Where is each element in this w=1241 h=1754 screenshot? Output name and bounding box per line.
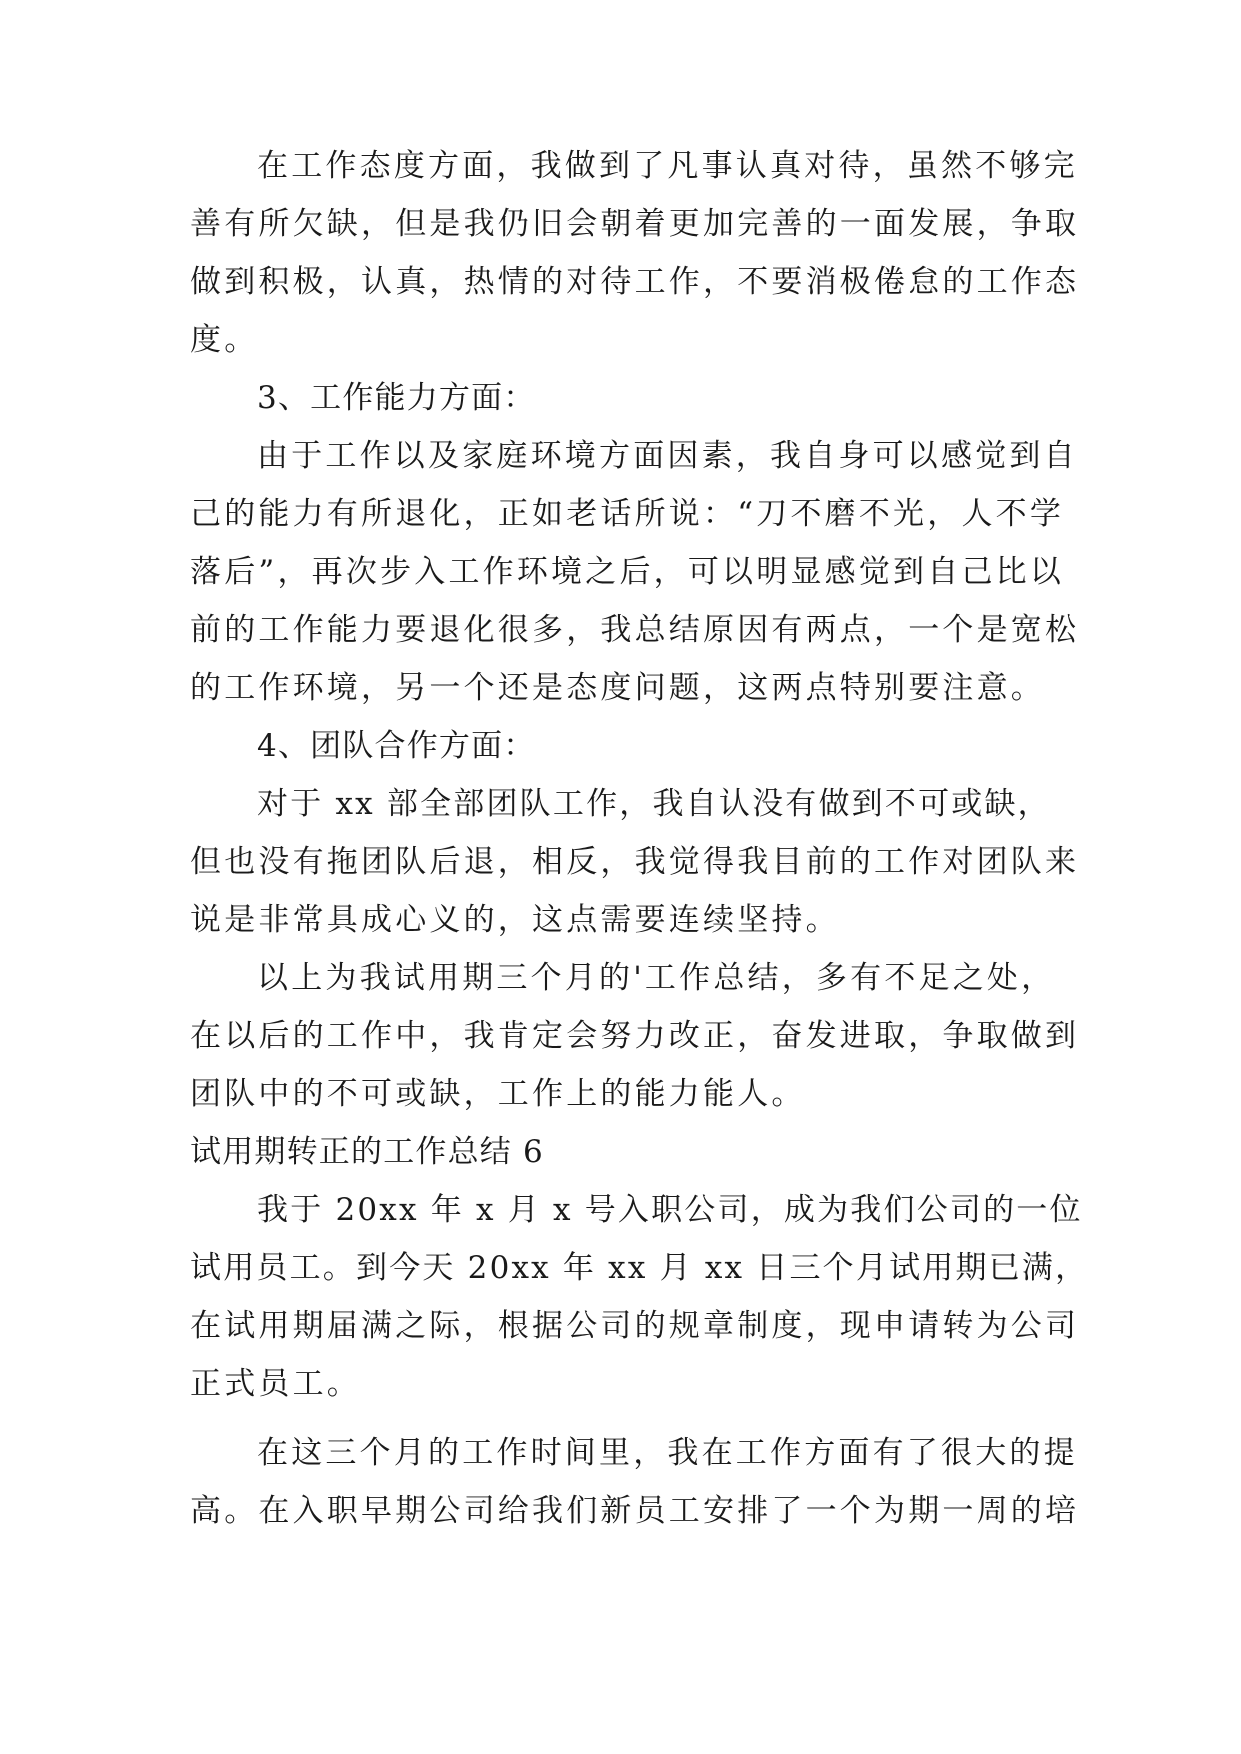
text-line: 的工作环境，另一个还是态度问题，这两点特别要注意。 [190, 670, 1045, 706]
text-line: 对于 xx 部全部团队工作，我自认没有做到不可或缺， [257, 786, 1051, 822]
text-line: 高。在入职早期公司给我们新员工安排了一个为期一周的培 [190, 1493, 1080, 1529]
paragraph-progress [190, 1424, 1080, 1540]
text-line: 在这三个月的工作时间里，我在工作方面有了很大的提 [257, 1435, 1078, 1471]
text-line: 由于工作以及家庭环境方面因素，我自身可以感觉到自 [257, 438, 1078, 474]
text-line: 正式员工。 [190, 1366, 361, 1402]
paragraph-work-attitude [190, 137, 1080, 369]
paragraph-work-ability [190, 427, 1080, 717]
text-line: 但也没有拖团队后退，相反，我觉得我目前的工作对团队来 [190, 844, 1080, 880]
text-line: 以上为我试用期三个月的'工作总结，多有不足之处， [257, 960, 1056, 996]
text-line: 在以后的工作中，我肯定会努力改正，奋发进取，争取做到 [190, 1018, 1080, 1054]
text-line: 说是非常具成心义的，这点需要连续坚持。 [190, 902, 840, 938]
text-line: 在试用期届满之际，根据公司的规章制度，现申请转为公司 [190, 1308, 1080, 1344]
text-line: 在工作态度方面，我做到了凡事认真对待，虽然不够完 [257, 148, 1078, 184]
text-line: 落后”，再次步入工作环境之后，可以明显感觉到自己比以 [190, 554, 1065, 590]
text-line: 度。 [190, 322, 259, 358]
text-line: 试用员工。到今天 20xx 年 xx 月 xx 日三个月试用期已满， [190, 1250, 1089, 1286]
text-line: 我于 20xx 年 x 月 x 号入职公司，成为我们公司的一位 [257, 1192, 1083, 1228]
section-heading-work-ability: 3、工作能力方面： [257, 380, 536, 416]
text-line: 己的能力有所退化，正如老话所说：“刀不磨不光，人不学 [190, 496, 1065, 532]
paragraph-teamwork [190, 775, 1080, 949]
text-line: 善有所欠缺，但是我仍旧会朝着更加完善的一面发展，争取 [190, 206, 1080, 242]
document-page [190, 137, 1089, 1540]
paragraph-intro [190, 1181, 1089, 1413]
section-heading-teamwork: 4、团队合作方面： [257, 728, 536, 764]
paragraph-summary [190, 949, 1080, 1123]
text-line: 前的工作能力要退化很多，我总结原因有两点，一个是宽松 [190, 612, 1080, 648]
text-line: 做到积极，认真，热情的对待工作，不要消极倦怠的工作态 [190, 264, 1080, 300]
document-section-title: 试用期转正的工作总结 6 [190, 1134, 544, 1170]
text-line: 团队中的不可或缺，工作上的能力能人。 [190, 1076, 806, 1112]
